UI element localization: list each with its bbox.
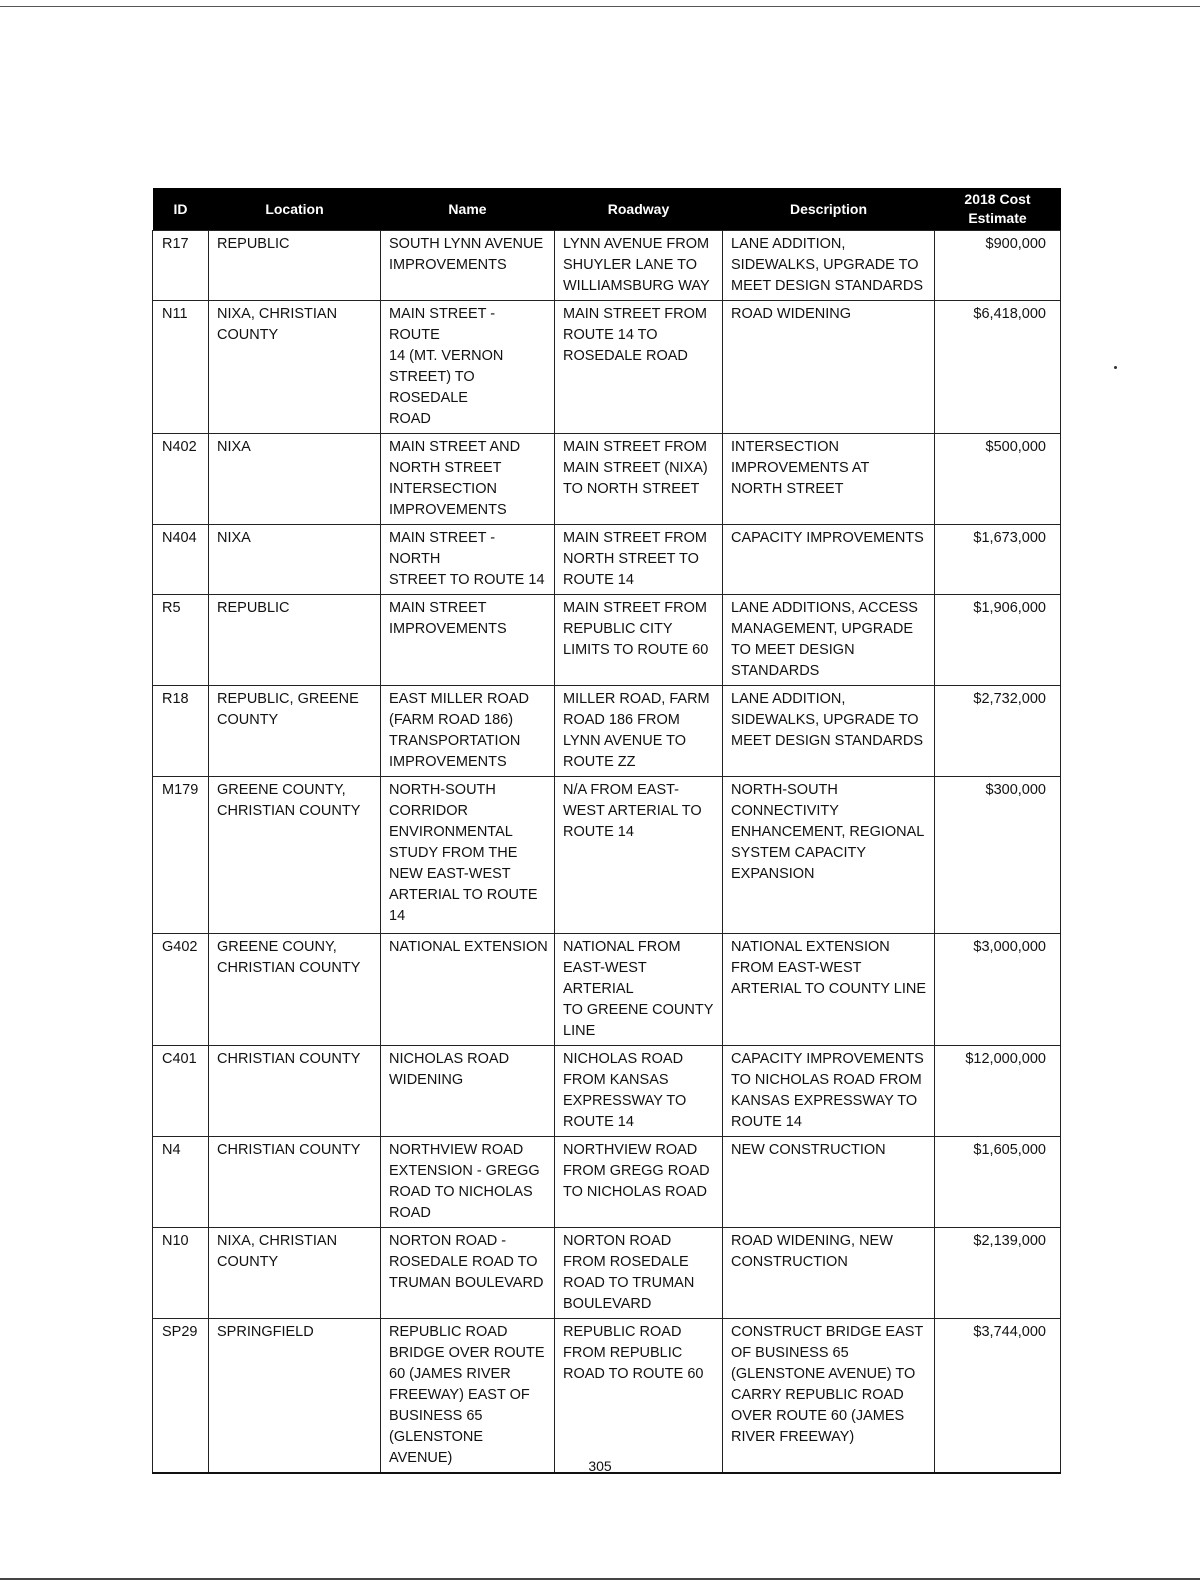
header-name: Name <box>381 188 555 231</box>
cell-roadway: REPUBLIC ROAD FROM REPUBLIC ROAD TO ROUTE 60 <box>555 1319 723 1474</box>
cell-location: GREENE COUNTY, CHRISTIAN COUNTY <box>209 777 381 934</box>
table-row <box>153 301 1061 434</box>
header-cost: 2018 Cost Estimate <box>935 188 1061 231</box>
cell-cost: $3,744,000 <box>935 1319 1061 1474</box>
cell-location: NIXA <box>209 525 381 595</box>
table-row <box>153 777 1061 934</box>
cell-description: ROAD WIDENING <box>723 301 935 434</box>
table-row <box>153 434 1061 525</box>
cell-roadway: NORTHVIEW ROAD FROM GREGG ROAD TO NICHOLAS ROAD <box>555 1137 723 1228</box>
projects-table <box>152 188 1061 1474</box>
cell-cost: $1,673,000 <box>935 525 1061 595</box>
cell-id: M179 <box>153 777 209 934</box>
header-row <box>153 188 1061 231</box>
table-row <box>153 1228 1061 1319</box>
table-row <box>153 231 1061 301</box>
cell-roadway: N/A FROM EAST- WEST ARTERIAL TO ROUTE 14 <box>555 777 723 934</box>
cell-description: LANE ADDITIONS, ACCESS MANAGEMENT, UPGRADE TO MEET DESIGN STANDARDS <box>723 595 935 686</box>
cell-cost: $1,906,000 <box>935 595 1061 686</box>
cell-id: N11 <box>153 301 209 434</box>
cell-description: CONSTRUCT BRIDGE EAST OF BUSINESS 65 (GLENSTONE AVENUE) TO CARRY REPUBLIC ROAD OVER ROUTE 60 (JAMES RIVER FREEWAY) <box>723 1319 935 1474</box>
cell-cost: $12,000,000 <box>935 1046 1061 1137</box>
scan-speck <box>1114 366 1117 369</box>
cell-location: CHRISTIAN COUNTY <box>209 1046 381 1137</box>
cell-location: REPUBLIC <box>209 231 381 301</box>
scan-edge-top <box>0 6 1200 7</box>
cell-id: R5 <box>153 595 209 686</box>
cell-id: G402 <box>153 934 209 1046</box>
cell-id: N402 <box>153 434 209 525</box>
cell-id: C401 <box>153 1046 209 1137</box>
cell-cost: $300,000 <box>935 777 1061 934</box>
cell-location: NIXA, CHRISTIAN COUNTY <box>209 1228 381 1319</box>
cell-cost: $900,000 <box>935 231 1061 301</box>
cell-name: SOUTH LYNN AVENUE IMPROVEMENTS <box>381 231 555 301</box>
cell-name: NORTH-SOUTH CORRIDOR ENVIRONMENTAL STUDY FROM THE NEW EAST-WEST ARTERIAL TO ROUTE 14 <box>381 777 555 934</box>
cell-id: N10 <box>153 1228 209 1319</box>
cell-roadway: NATIONAL FROM EAST-WEST ARTERIAL TO GREENE COUNTY LINE <box>555 934 723 1046</box>
table-header <box>153 188 1061 231</box>
cell-description: LANE ADDITION, SIDEWALKS, UPGRADE TO MEET DESIGN STANDARDS <box>723 231 935 301</box>
cell-roadway: MAIN STREET FROM NORTH STREET TO ROUTE 14 <box>555 525 723 595</box>
header-roadway: Roadway <box>555 188 723 231</box>
cell-roadway: NORTON ROAD FROM ROSEDALE ROAD TO TRUMAN BOULEVARD <box>555 1228 723 1319</box>
cell-cost: $6,418,000 <box>935 301 1061 434</box>
projects-table-container <box>152 188 1060 1474</box>
cell-cost: $1,605,000 <box>935 1137 1061 1228</box>
cell-name: NICHOLAS ROAD WIDENING <box>381 1046 555 1137</box>
cell-name: NORTON ROAD - ROSEDALE ROAD TO TRUMAN BOULEVARD <box>381 1228 555 1319</box>
table-row <box>153 1319 1061 1474</box>
cell-name: REPUBLIC ROAD BRIDGE OVER ROUTE 60 (JAMES RIVER FREEWAY) EAST OF BUSINESS 65 (GLENSTONE AVENUE) <box>381 1319 555 1474</box>
cell-description: CAPACITY IMPROVEMENTS <box>723 525 935 595</box>
cell-cost: $2,732,000 <box>935 686 1061 777</box>
cell-name: NATIONAL EXTENSION <box>381 934 555 1046</box>
cell-roadway: LYNN AVENUE FROM SHUYLER LANE TO WILLIAMSBURG WAY <box>555 231 723 301</box>
table-row <box>153 525 1061 595</box>
cell-description: LANE ADDITION, SIDEWALKS, UPGRADE TO MEET DESIGN STANDARDS <box>723 686 935 777</box>
cell-description: ROAD WIDENING, NEW CONSTRUCTION <box>723 1228 935 1319</box>
cell-location: REPUBLIC <box>209 595 381 686</box>
cell-id: R18 <box>153 686 209 777</box>
header-description: Description <box>723 188 935 231</box>
header-location: Location <box>209 188 381 231</box>
page-number: 305 <box>588 1458 612 1474</box>
cell-roadway: MAIN STREET FROM REPUBLIC CITY LIMITS TO ROUTE 60 <box>555 595 723 686</box>
cell-location: NIXA <box>209 434 381 525</box>
cell-name: NORTHVIEW ROAD EXTENSION - GREGG ROAD TO NICHOLAS ROAD <box>381 1137 555 1228</box>
table-row <box>153 934 1061 1046</box>
scan-edge-bottom <box>0 1578 1200 1580</box>
cell-location: GREENE COUNY, CHRISTIAN COUNTY <box>209 934 381 1046</box>
cell-id: N4 <box>153 1137 209 1228</box>
cell-location: REPUBLIC, GREENE COUNTY <box>209 686 381 777</box>
cell-roadway: MILLER ROAD, FARM ROAD 186 FROM LYNN AVENUE TO ROUTE ZZ <box>555 686 723 777</box>
cell-cost: $3,000,000 <box>935 934 1061 1046</box>
table-row <box>153 1137 1061 1228</box>
cell-location: SPRINGFIELD <box>209 1319 381 1474</box>
cell-id: SP29 <box>153 1319 209 1474</box>
cell-name: MAIN STREET AND NORTH STREET INTERSECTION IMPROVEMENTS <box>381 434 555 525</box>
table-body <box>153 231 1061 1474</box>
cell-name: MAIN STREET - ROUTE 14 (MT. VERNON STREET) TO ROSEDALE ROAD <box>381 301 555 434</box>
cell-roadway: NICHOLAS ROAD FROM KANSAS EXPRESSWAY TO ROUTE 14 <box>555 1046 723 1137</box>
cell-location: NIXA, CHRISTIAN COUNTY <box>209 301 381 434</box>
cell-description: CAPACITY IMPROVEMENTS TO NICHOLAS ROAD FROM KANSAS EXPRESSWAY TO ROUTE 14 <box>723 1046 935 1137</box>
cell-id: R17 <box>153 231 209 301</box>
cell-cost: $2,139,000 <box>935 1228 1061 1319</box>
cell-name: MAIN STREET - NORTH STREET TO ROUTE 14 <box>381 525 555 595</box>
table-row <box>153 595 1061 686</box>
cell-id: N404 <box>153 525 209 595</box>
cell-roadway: MAIN STREET FROM ROUTE 14 TO ROSEDALE ROAD <box>555 301 723 434</box>
table-row <box>153 686 1061 777</box>
cell-description: NATIONAL EXTENSION FROM EAST-WEST ARTERIAL TO COUNTY LINE <box>723 934 935 1046</box>
cell-name: EAST MILLER ROAD (FARM ROAD 186) TRANSPORTATION IMPROVEMENTS <box>381 686 555 777</box>
header-id: ID <box>153 188 209 231</box>
cell-roadway: MAIN STREET FROM MAIN STREET (NIXA) TO NORTH STREET <box>555 434 723 525</box>
cell-location: CHRISTIAN COUNTY <box>209 1137 381 1228</box>
cell-cost: $500,000 <box>935 434 1061 525</box>
cell-description: NORTH-SOUTH CONNECTIVITY ENHANCEMENT, REGIONAL SYSTEM CAPACITY EXPANSION <box>723 777 935 934</box>
cell-name: MAIN STREET IMPROVEMENTS <box>381 595 555 686</box>
cell-description: NEW CONSTRUCTION <box>723 1137 935 1228</box>
table-row <box>153 1046 1061 1137</box>
cell-description: INTERSECTION IMPROVEMENTS AT NORTH STREET <box>723 434 935 525</box>
